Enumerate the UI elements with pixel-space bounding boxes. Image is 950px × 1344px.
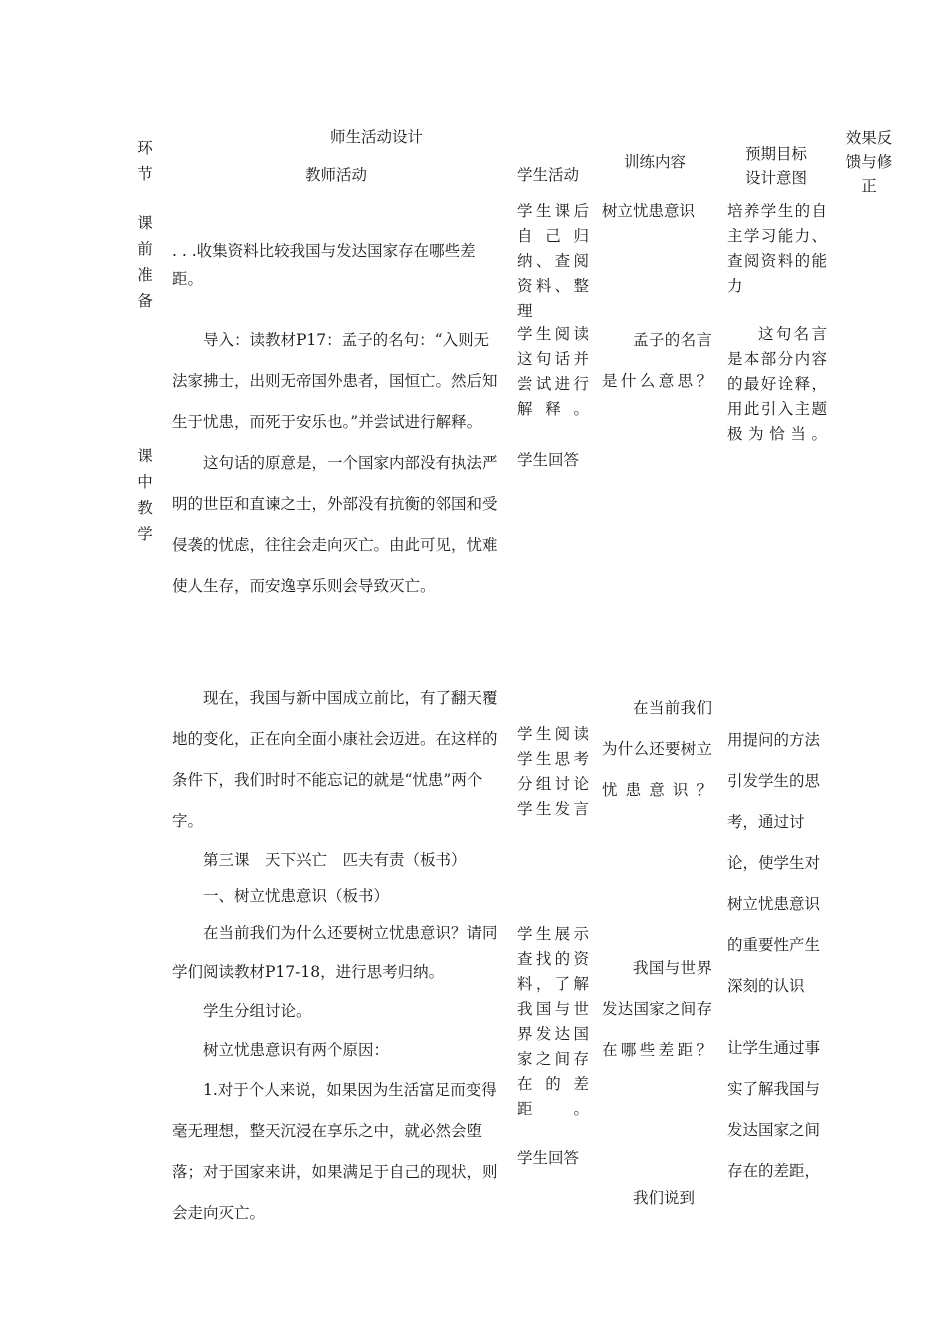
row3-student-answer: 学生回答 <box>517 1149 580 1167</box>
row1-student-text: 学生课后自己归纳、查阅资料、整理 <box>517 202 589 320</box>
row3-lesson-title: 第三课 天下兴亡 匹夫有责（板书） <box>203 851 467 869</box>
header-section-col: 环节 <box>137 139 153 183</box>
row3-goal-a: 用提问的方法引发学生的思考，通过讨论，使学生对树立忧患意识的重要性产生深刻的认识 <box>727 731 821 995</box>
row2-student-read: 学生阅读这句话并尝试进行解释。 <box>517 325 589 418</box>
row3-group-discussion: 学生分组讨论。 <box>203 1002 312 1020</box>
row3-reason-one: 1.对于个人来说，如果因为生活富足而变得毫无理想，整天沉浸在享乐之中，就必然会堕落；对于国家来讲，如果满足于自己的现状，则会走向灭亡。 <box>172 1081 498 1222</box>
row3-goal-b: 让学生通过事实了解我国与发达国家之间存在的差距， <box>727 1039 821 1180</box>
row3-training-question-a: 在当前我们为什么还要树立忧患意识？ <box>602 699 712 799</box>
header-design-group: 师生活动设计 <box>330 128 424 146</box>
header-student-activity: 学生活动 <box>517 166 580 184</box>
header-training-content: 训练内容 <box>624 153 687 171</box>
row2-student-answer: 学生回答 <box>517 451 580 469</box>
header-feedback: 效果反馈与修正 <box>845 129 893 195</box>
row3-training-question-b: 我国与世界发达国家之间存在哪些差距？ <box>602 959 712 1059</box>
row3-training-continued: 我们说到 <box>633 1189 696 1207</box>
header-expected-goal: 预期目标设计意图 <box>744 145 807 187</box>
row2-teacher <box>172 320 502 607</box>
row2-goal-text: 这句名言是本部分内容的最好诠释，用此引入主题极为恰当。 <box>727 325 827 443</box>
section-in-class: 课中教学 <box>137 447 153 543</box>
section-pre-class: 课前准备 <box>137 214 153 310</box>
row1-teacher-text: . . .收集资料比较我国与发达国家存在哪些差距。 <box>172 242 476 288</box>
row3-teacher-question: 在当前我们为什么还要树立忧患意识？请同学们阅读教材P17-18，进行思考归纳。 <box>172 924 498 981</box>
row3-teacher <box>172 678 502 1234</box>
row2-teacher-intro: 导入：读教材P17：孟子的名句：“入则无法家拂士，出则无帝国外患者，国恒亡。然后知生于忧患，而死于安乐也。”并尝试进行解释。 <box>172 331 498 431</box>
row1-goal-text: 培养学生的自主学习能力、查阅资料的能力 <box>727 202 827 295</box>
row2-teacher-explanation: 这句话的原意是，一个国家内部没有执法严明的世臣和直谏之士，外部没有抗衡的邻国和受侵袭的忧虑，往往会走向灭亡。由此可见，忧难使人生存，而安逸享乐则会导致灭亡。 <box>172 454 498 595</box>
row3-two-reasons: 树立忧患意识有两个原因： <box>203 1041 390 1059</box>
row3-student-present: 学生展示查找的资料，了解我国与世界发达国家之间存在的差距。 <box>517 925 589 1118</box>
row3-teacher-context: 现在，我国与新中国成立前比，有了翻天覆地的变化，正在向全面小康社会迈进。在这样的条件下，我们时时不能忘记的就是“忧患”两个字。 <box>172 689 498 830</box>
header-teacher-activity: 教师活动 <box>305 166 368 184</box>
row2-training-question: 孟子的名言是什么意思？ <box>602 331 712 390</box>
row3-section-heading: 一、树立忧患意识（板书） <box>203 887 390 905</box>
row3-student-discuss: 学生阅读学生思考分组讨论学生发言 <box>517 725 589 818</box>
row1-training-text: 树立忧患意识 <box>602 202 696 220</box>
